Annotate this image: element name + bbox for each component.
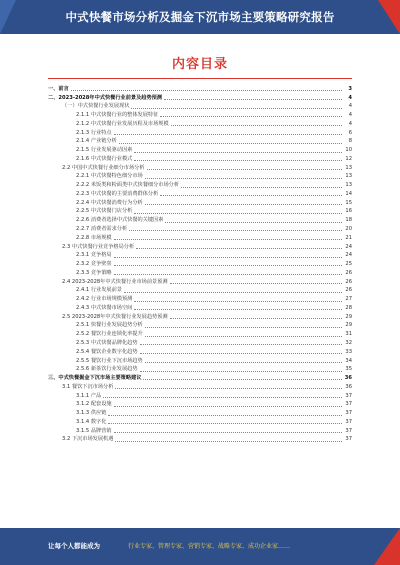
toc-entry[interactable] (48, 180, 352, 189)
toc-entry[interactable] (48, 110, 352, 119)
toc-entry-page: 37 (345, 392, 352, 399)
toc-entry-page: 8 (348, 138, 352, 145)
toc-entry-page: 14 (345, 190, 352, 197)
toc-entry-page: 26 (345, 287, 352, 294)
toc-leader-dots (115, 387, 342, 389)
toc-entry-page: 13 (345, 164, 352, 171)
footer-tagline: 行业专家、管理专家、营销专家、战略专家、成功企业家…… (128, 543, 291, 550)
toc-leader-dots (160, 194, 342, 196)
toc-entry-label: 2.2.7 消费者需求分析 (76, 226, 128, 233)
toc-entry-label: 2.4.2 行业市场规模预测 (76, 296, 133, 303)
toc-entry-label: 2.4.1 行业发展前景 (76, 287, 122, 294)
toc-entry[interactable] (48, 382, 352, 391)
toc-entry-page: 28 (345, 304, 352, 311)
toc-leader-dots (114, 264, 342, 266)
toc-entry-label: 2.1.1 中式快餐行业的整体发展特征 (76, 112, 159, 119)
toc-entry-label: 二、2023-2028年中式快餐行业前景及趋势预测 (48, 94, 163, 101)
toc-entry-label: 2.2.2 米饭类和粉面类中式快餐细分市场分析 (76, 182, 180, 189)
toc-entry[interactable] (48, 233, 352, 242)
toc-entry[interactable] (48, 137, 352, 146)
toc-leader-dots (103, 396, 342, 398)
toc-entry[interactable] (48, 251, 352, 260)
toc-entry-page: 4 (348, 103, 352, 110)
toc-entry-label: 2.2.1 中式快餐特色细分市场 (76, 173, 143, 180)
toc-entry[interactable] (48, 312, 352, 321)
table-of-contents (48, 84, 352, 443)
toc-leader-dots (145, 335, 342, 337)
toc-entry-page: 10 (345, 147, 352, 154)
toc-leader-dots (124, 291, 342, 293)
toc-entry-label: 2.2.3 中式快餐的主要消费群体分析 (76, 190, 159, 197)
toc-leader-dots (119, 142, 342, 144)
toc-entry[interactable] (48, 303, 352, 312)
toc-entry[interactable] (48, 154, 352, 163)
toc-entry-label: （一）中式快餐行业发展现状 (62, 103, 130, 110)
toc-entry-label: 2.5.5 餐饮行业下沉市场趋势 (76, 357, 143, 364)
toc-entry-page: 18 (345, 217, 352, 224)
toc-entry-page: 29 (345, 313, 352, 320)
toc-entry-page: 12 (345, 155, 352, 162)
toc-leader-dots (134, 308, 342, 310)
toc-entry-label: 三、中式快餐掘金下沉市场主要策略建议 (48, 375, 142, 382)
toc-entry[interactable] (48, 119, 352, 128)
toc-entry-label: 2.5.6 新茶饮行业发展趋势 (76, 366, 138, 373)
toc-leader-dots (115, 440, 342, 442)
toc-leader-dots (129, 229, 342, 231)
toc-entry-page: 35 (345, 366, 352, 373)
footer-slogan: 让每个人都能成为 (48, 542, 100, 550)
toc-entry[interactable] (48, 365, 352, 374)
toc-leader-dots (134, 151, 342, 153)
toc-entry[interactable] (48, 277, 352, 286)
toc-leader-dots (170, 317, 342, 319)
toc-entry[interactable] (48, 224, 352, 233)
toc-entry[interactable] (48, 373, 352, 382)
toc-entry[interactable] (48, 268, 352, 277)
toc-entry-page: 37 (345, 436, 352, 443)
toc-entry-label: 2.2.4 中式快餐消费行为分析 (76, 199, 143, 206)
toc-entry[interactable] (48, 426, 352, 435)
page-footer (0, 528, 400, 565)
toc-entry[interactable] (48, 338, 352, 347)
toc-entry-page: 20 (345, 226, 352, 233)
toc-leader-dots (114, 133, 342, 135)
toc-entry[interactable] (48, 391, 352, 400)
report-title: 中式快餐市场分析及掘金下沉市场主要策略研究报告 (65, 10, 335, 24)
toc-entry-page: 36 (345, 383, 352, 390)
toc-entry-label: 3.1.2 配套设施 (76, 401, 112, 408)
toc-entry[interactable] (48, 93, 352, 102)
toc-entry[interactable] (48, 408, 352, 417)
toc-entry-page: 37 (345, 401, 352, 408)
toc-entry-page: 25 (345, 261, 352, 268)
toc-leader-dots (143, 378, 342, 380)
toc-entry[interactable] (48, 329, 352, 338)
toc-entry[interactable] (48, 347, 352, 356)
toc-entry-page: 21 (345, 234, 352, 241)
toc-entry[interactable] (48, 198, 352, 207)
toc-entry[interactable] (48, 172, 352, 181)
toc-entry-label: 2.1.2 中式快餐行业发展历程及市场规模 (76, 120, 169, 127)
toc-entry[interactable] (48, 145, 352, 154)
toc-entry[interactable] (48, 294, 352, 303)
toc-entry-page: 29 (345, 322, 352, 329)
toc-entry-page: 37 (345, 418, 352, 425)
toc-entry-label: 3.1.3 供应链 (76, 410, 107, 417)
toc-entry-label: 2.1.5 行业发展驱动因素 (76, 147, 133, 154)
toc-leader-dots (170, 282, 342, 284)
toc-leader-dots (164, 98, 342, 100)
toc-entry-page: 33 (345, 348, 352, 355)
toc-entry-label: 3.1.5 品牌营销 (76, 427, 112, 434)
toc-entry-page: 34 (345, 357, 352, 364)
toc-entry-label: 2.4 2023-2028年中式快餐行业市场前景预测 (62, 278, 168, 285)
toc-leader-dots (131, 107, 342, 109)
toc-entry-label: 2.3.3 竞争策略 (76, 269, 112, 276)
toc-entry-page: 27 (345, 296, 352, 303)
toc-leader-dots (134, 159, 342, 161)
toc-leader-dots (181, 186, 342, 188)
toc-entry-page: 26 (345, 269, 352, 276)
toc-leader-dots (114, 238, 342, 240)
toc-entry-page: 13 (345, 182, 352, 189)
toc-entry-label: 2.2.6 消费者选择中式快餐的关键因素 (76, 217, 164, 224)
toc-entry-label: 2.5.4 餐饮企业数字化趋势 (76, 348, 138, 355)
toc-entry-page: 4 (348, 120, 352, 127)
toc-leader-dots (140, 370, 342, 372)
toc-entry[interactable] (48, 215, 352, 224)
toc-entry[interactable] (48, 189, 352, 198)
toc-entry-page: 37 (345, 427, 352, 434)
toc-leader-dots (114, 405, 342, 407)
toc-entry-label: 2.5.2 餐饮行业连锁化率提升 (76, 331, 143, 338)
toc-entry-page: 24 (345, 243, 352, 250)
toc-entry[interactable] (48, 84, 352, 93)
toc-entry[interactable] (48, 102, 352, 111)
toc-leader-dots (145, 361, 342, 363)
toc-entry-page: 32 (345, 339, 352, 346)
toc-divider (48, 78, 352, 79)
toc-entry-label: 3.1.4 数字化 (76, 418, 107, 425)
toc-entry[interactable] (48, 163, 352, 172)
toc-entry-page: 16 (345, 208, 352, 215)
toc-leader-dots (145, 177, 342, 179)
toc-entry-page: 15 (345, 199, 352, 206)
toc-leader-dots (134, 300, 342, 302)
toc-leader-dots (160, 115, 342, 117)
toc-leader-dots (145, 326, 342, 328)
toc-entry[interactable] (48, 286, 352, 295)
toc-entry-label: 2.3.2 竞争壁垒 (76, 261, 112, 268)
toc-entry-page: 3 (348, 85, 352, 92)
toc-leader-dots (140, 352, 342, 354)
toc-entry-label: 2.1.3 行业特点 (76, 129, 112, 136)
toc-entry[interactable] (48, 321, 352, 330)
toc-entry-page: 6 (348, 129, 352, 136)
toc-entry[interactable] (48, 417, 352, 426)
toc-entry-label: 2.5 2023-2028年中式快餐行业发展趋势预测 (62, 313, 168, 320)
toc-entry-label: 2.2.5 中式快餐门店分析 (76, 208, 133, 215)
toc-leader-dots (71, 89, 342, 91)
toc-entry-label: 2.3.1 竞争格局 (76, 252, 112, 259)
toc-entry[interactable] (48, 207, 352, 216)
toc-entry-page: 4 (348, 94, 352, 101)
toc-entry-label: 2.5.1 快餐行业发展趋势分析 (76, 322, 143, 329)
toc-entry-label: 3.1.1 产品 (76, 392, 102, 399)
toc-entry-label: 2.1.6 中式快餐行业模式 (76, 155, 133, 162)
toc-entry-page: 31 (345, 331, 352, 338)
toc-entry[interactable] (48, 242, 352, 251)
toc-entry[interactable] (48, 435, 352, 444)
toc-entry-label: 3.2 下沉市场发展机遇 (62, 436, 114, 443)
toc-entry[interactable] (48, 356, 352, 365)
toc-leader-dots (114, 273, 342, 275)
toc-entry-page: 24 (345, 252, 352, 259)
toc-entry[interactable] (48, 259, 352, 268)
toc-leader-dots (114, 431, 342, 433)
toc-entry[interactable] (48, 128, 352, 137)
page-header (0, 0, 400, 34)
toc-entry-label: 2.2.8 市场规模 (76, 234, 112, 241)
toc-entry-label: 2.2 中国中式快餐行业细分市场分析 (62, 164, 145, 171)
toc-leader-dots (165, 221, 342, 223)
toc-leader-dots (147, 168, 342, 170)
toc-leader-dots (108, 422, 342, 424)
toc-entry-page: 26 (345, 278, 352, 285)
toc-leader-dots (136, 247, 342, 249)
toc-entry-label: 一、前言 (48, 85, 69, 92)
toc-leader-dots (145, 203, 342, 205)
toc-entry-label: 2.1.4 产业链分析 (76, 138, 117, 145)
toc-leader-dots (140, 343, 342, 345)
toc-entry-label: 2.4.3 中式快餐市场空间 (76, 304, 133, 311)
toc-leader-dots (171, 124, 342, 126)
toc-entry-label: 2.3 中式快餐行业竞争格局分析 (62, 243, 135, 250)
toc-entry-page: 13 (345, 173, 352, 180)
toc-leader-dots (114, 256, 342, 258)
footer-decoration (374, 528, 400, 565)
toc-entry-page: 4 (348, 112, 352, 119)
toc-entry[interactable] (48, 400, 352, 409)
toc-heading: 内容目录 (171, 57, 228, 72)
toc-leader-dots (108, 414, 342, 416)
toc-entry-label: 3.1 餐饮下沉市场分析 (62, 383, 114, 390)
toc-entry-page: 37 (345, 410, 352, 417)
toc-entry-page: 36 (344, 375, 352, 382)
toc-entry-label: 2.5.3 中式快餐品牌化趋势 (76, 339, 138, 346)
toc-leader-dots (134, 212, 342, 214)
